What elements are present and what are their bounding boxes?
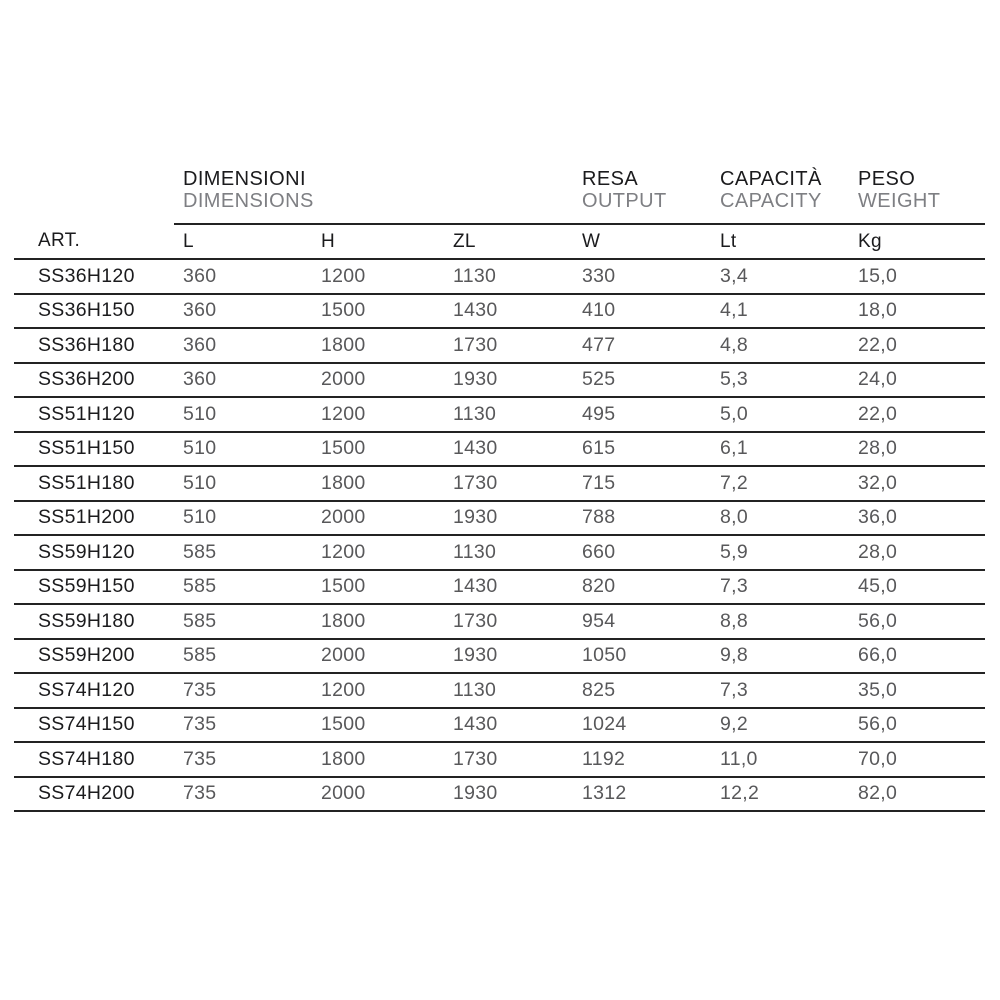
- cell-weight: 22,0: [849, 397, 985, 432]
- group-label-resa: RESA: [582, 168, 639, 190]
- table-row: [14, 328, 985, 363]
- cell-height: 2000: [312, 363, 444, 398]
- cell-weight: 15,0: [849, 259, 985, 294]
- cell-capacity: 7,3: [711, 570, 849, 605]
- cell-capacity: 6,1: [711, 432, 849, 467]
- column-header-lt: Lt: [711, 224, 849, 259]
- cell-art: SS74H200: [14, 777, 174, 812]
- cell-capacity: 4,1: [711, 294, 849, 329]
- cell-length: 735: [174, 742, 312, 777]
- table-row: [14, 708, 985, 743]
- cell-art: SS51H180: [14, 466, 174, 501]
- cell-height: 1500: [312, 294, 444, 329]
- cell-art: SS59H200: [14, 639, 174, 674]
- column-header-kg: Kg: [849, 224, 985, 259]
- group-header-weight: [849, 168, 985, 224]
- cell-weight: 32,0: [849, 466, 985, 501]
- cell-output-w: 615: [573, 432, 711, 467]
- table-row: [14, 259, 985, 294]
- group-label-dimensioni: DIMENSIONI: [183, 168, 306, 190]
- group-header-spacer: [14, 168, 174, 224]
- column-header-art: ART.: [14, 224, 174, 259]
- table-row: [14, 535, 985, 570]
- cell-weight: 28,0: [849, 432, 985, 467]
- cell-output-w: 1312: [573, 777, 711, 812]
- group-header-output: [573, 168, 711, 224]
- cell-zl: 1930: [444, 777, 573, 812]
- cell-zl: 1930: [444, 501, 573, 536]
- cell-length: 360: [174, 363, 312, 398]
- spec-table-body: [14, 168, 985, 811]
- cell-zl: 1130: [444, 259, 573, 294]
- cell-zl: 1130: [444, 673, 573, 708]
- cell-weight: 82,0: [849, 777, 985, 812]
- cell-art: SS36H120: [14, 259, 174, 294]
- cell-zl: 1430: [444, 570, 573, 605]
- cell-weight: 24,0: [849, 363, 985, 398]
- group-header-capacity: [711, 168, 849, 224]
- group-header-dimensions: [174, 168, 573, 224]
- cell-weight: 36,0: [849, 501, 985, 536]
- cell-art: SS74H180: [14, 742, 174, 777]
- cell-length: 585: [174, 535, 312, 570]
- cell-output-w: 825: [573, 673, 711, 708]
- table-row: [14, 777, 985, 812]
- table-row: [14, 363, 985, 398]
- cell-length: 360: [174, 294, 312, 329]
- cell-zl: 1730: [444, 742, 573, 777]
- cell-height: 2000: [312, 639, 444, 674]
- cell-art: SS51H120: [14, 397, 174, 432]
- group-sublabel-capacity: CAPACITY: [720, 190, 822, 212]
- table-row: [14, 397, 985, 432]
- cell-weight: 22,0: [849, 328, 985, 363]
- cell-height: 1500: [312, 432, 444, 467]
- cell-art: SS36H200: [14, 363, 174, 398]
- cell-weight: 18,0: [849, 294, 985, 329]
- cell-capacity: 8,0: [711, 501, 849, 536]
- cell-art: SS59H120: [14, 535, 174, 570]
- cell-weight: 66,0: [849, 639, 985, 674]
- cell-weight: 35,0: [849, 673, 985, 708]
- cell-output-w: 660: [573, 535, 711, 570]
- cell-output-w: 477: [573, 328, 711, 363]
- group-label-capacita: CAPACITÀ: [720, 168, 822, 190]
- cell-weight: 56,0: [849, 604, 985, 639]
- cell-output-w: 410: [573, 294, 711, 329]
- cell-length: 585: [174, 639, 312, 674]
- table-row: [14, 501, 985, 536]
- cell-zl: 1430: [444, 432, 573, 467]
- cell-weight: 45,0: [849, 570, 985, 605]
- cell-height: 1500: [312, 570, 444, 605]
- cell-height: 1500: [312, 708, 444, 743]
- cell-weight: 28,0: [849, 535, 985, 570]
- cell-zl: 1430: [444, 708, 573, 743]
- cell-capacity: 7,3: [711, 673, 849, 708]
- cell-art: SS36H150: [14, 294, 174, 329]
- cell-zl: 1930: [444, 639, 573, 674]
- cell-weight: 56,0: [849, 708, 985, 743]
- cell-height: 1200: [312, 673, 444, 708]
- cell-height: 1200: [312, 535, 444, 570]
- cell-zl: 1730: [444, 604, 573, 639]
- cell-length: 735: [174, 777, 312, 812]
- cell-capacity: 5,9: [711, 535, 849, 570]
- cell-height: 1200: [312, 397, 444, 432]
- cell-height: 1800: [312, 742, 444, 777]
- cell-capacity: 11,0: [711, 742, 849, 777]
- cell-capacity: 9,8: [711, 639, 849, 674]
- cell-height: 1800: [312, 604, 444, 639]
- cell-art: SS51H150: [14, 432, 174, 467]
- group-sublabel-dimensions: DIMENSIONS: [183, 190, 314, 212]
- cell-length: 735: [174, 673, 312, 708]
- cell-capacity: 12,2: [711, 777, 849, 812]
- table-row: [14, 673, 985, 708]
- cell-length: 585: [174, 570, 312, 605]
- cell-output-w: 954: [573, 604, 711, 639]
- cell-output-w: 525: [573, 363, 711, 398]
- group-sublabel-weight: WEIGHT: [858, 190, 941, 212]
- table-row: [14, 604, 985, 639]
- group-sublabel-output: OUTPUT: [582, 190, 667, 212]
- cell-capacity: 9,2: [711, 708, 849, 743]
- cell-height: 1800: [312, 328, 444, 363]
- cell-capacity: 4,8: [711, 328, 849, 363]
- table-row: [14, 570, 985, 605]
- table-row: [14, 466, 985, 501]
- cell-weight: 70,0: [849, 742, 985, 777]
- cell-height: 2000: [312, 777, 444, 812]
- cell-zl: 1730: [444, 328, 573, 363]
- cell-output-w: 1050: [573, 639, 711, 674]
- column-header-row: [14, 224, 985, 259]
- column-header-h: H: [312, 224, 444, 259]
- cell-output-w: 495: [573, 397, 711, 432]
- cell-capacity: 7,2: [711, 466, 849, 501]
- table-row: [14, 294, 985, 329]
- cell-art: SS59H180: [14, 604, 174, 639]
- cell-art: SS51H200: [14, 501, 174, 536]
- table-row: [14, 742, 985, 777]
- cell-zl: 1430: [444, 294, 573, 329]
- cell-capacity: 5,3: [711, 363, 849, 398]
- cell-output-w: 820: [573, 570, 711, 605]
- cell-art: SS74H120: [14, 673, 174, 708]
- cell-height: 1800: [312, 466, 444, 501]
- table-row: [14, 432, 985, 467]
- cell-capacity: 5,0: [711, 397, 849, 432]
- cell-output-w: 1192: [573, 742, 711, 777]
- cell-length: 510: [174, 397, 312, 432]
- cell-art: SS59H150: [14, 570, 174, 605]
- group-label-peso: PESO: [858, 168, 916, 190]
- group-header-row: [14, 168, 985, 224]
- column-header-l: L: [174, 224, 312, 259]
- table-row: [14, 639, 985, 674]
- cell-length: 510: [174, 432, 312, 467]
- cell-output-w: 715: [573, 466, 711, 501]
- cell-capacity: 8,8: [711, 604, 849, 639]
- cell-length: 360: [174, 328, 312, 363]
- cell-art: SS74H150: [14, 708, 174, 743]
- cell-height: 2000: [312, 501, 444, 536]
- cell-length: 735: [174, 708, 312, 743]
- cell-art: SS36H180: [14, 328, 174, 363]
- cell-zl: 1130: [444, 397, 573, 432]
- cell-height: 1200: [312, 259, 444, 294]
- cell-zl: 1130: [444, 535, 573, 570]
- spec-table: [14, 168, 985, 812]
- cell-length: 360: [174, 259, 312, 294]
- cell-length: 510: [174, 501, 312, 536]
- cell-output-w: 1024: [573, 708, 711, 743]
- cell-output-w: 330: [573, 259, 711, 294]
- cell-output-w: 788: [573, 501, 711, 536]
- cell-zl: 1730: [444, 466, 573, 501]
- column-header-w: W: [573, 224, 711, 259]
- column-header-zl: ZL: [444, 224, 573, 259]
- cell-capacity: 3,4: [711, 259, 849, 294]
- cell-length: 510: [174, 466, 312, 501]
- cell-length: 585: [174, 604, 312, 639]
- cell-zl: 1930: [444, 363, 573, 398]
